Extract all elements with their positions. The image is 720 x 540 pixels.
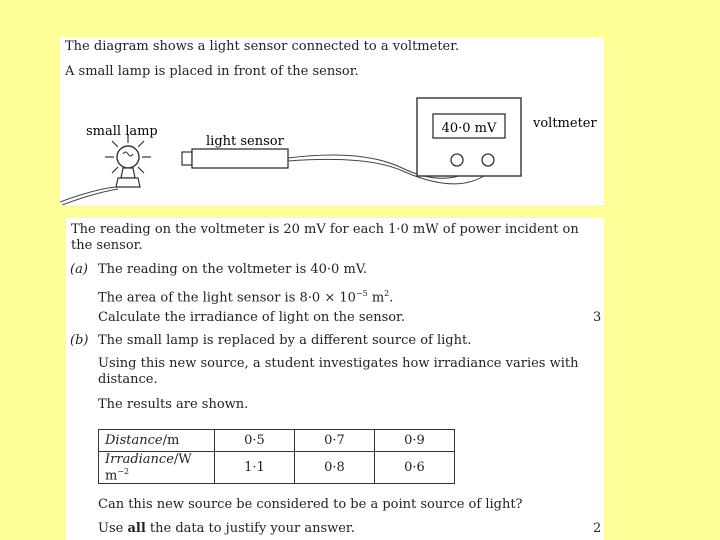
voltmeter-label: voltmeter: [533, 116, 597, 131]
stem-line-1: The reading on the voltmeter is 20 mV for each 1·0 mW of power incident on: [71, 222, 579, 237]
table-cell: 0·9: [375, 430, 455, 452]
lamp-icon: [60, 134, 151, 205]
table-cell: 0·6: [375, 452, 455, 484]
question-panel: [66, 218, 604, 540]
intro-line-1: The diagram shows a light sensor connected to a voltmeter.: [65, 39, 460, 54]
intro-line-2: A small lamp is placed in front of the sensor.: [65, 64, 359, 79]
table-cell: 0·8: [295, 452, 375, 484]
table-row: [99, 452, 455, 484]
part-b-line-6: Use all the data to justify your answer.: [98, 521, 355, 536]
circuit-diagram: [60, 37, 604, 205]
irradiance-header: Irradiance/W $m^{-2}$: [99, 452, 215, 484]
part-b-line-1: The small lamp is replaced by a different source of light.: [98, 333, 472, 348]
part-a-marks: 3: [593, 310, 602, 325]
results-table: [98, 429, 455, 484]
diagram-panel: [60, 37, 604, 205]
table-cell: 1·1: [215, 452, 295, 484]
voltmeter-reading: 40·0 mV: [441, 121, 497, 136]
part-b-label: (b): [70, 333, 89, 348]
stem-line-2: the sensor.: [71, 238, 143, 253]
distance-header: Distance/m: [99, 430, 215, 452]
lamp-label: small lamp: [86, 124, 158, 139]
part-b-line-3: distance.: [98, 372, 158, 387]
part-a-label: (a): [70, 262, 88, 277]
light-sensor-icon: [182, 149, 288, 168]
table-cell: 0·5: [215, 430, 295, 452]
table-row: [99, 430, 455, 452]
part-b-marks: 2: [593, 521, 602, 536]
part-b-line-2: Using this new source, a student investigates how irradiance varies with: [98, 356, 579, 371]
part-a-line-2: The area of the light sensor is $8\cdot 0 \times 10^{-5}$ $m^2$.: [98, 289, 394, 306]
part-a-line-1: The reading on the voltmeter is 40·0 mV.: [98, 262, 368, 277]
table-cell: 0·7: [295, 430, 375, 452]
voltmeter-icon: [417, 98, 521, 176]
part-a-line-3: Calculate the irradiance of light on the sensor.: [98, 310, 405, 325]
sensor-label: light sensor: [206, 134, 284, 149]
part-b-line-4: The results are shown.: [98, 397, 249, 412]
part-b-line-5: Can this new source be considered to be a point source of light?: [98, 497, 523, 512]
